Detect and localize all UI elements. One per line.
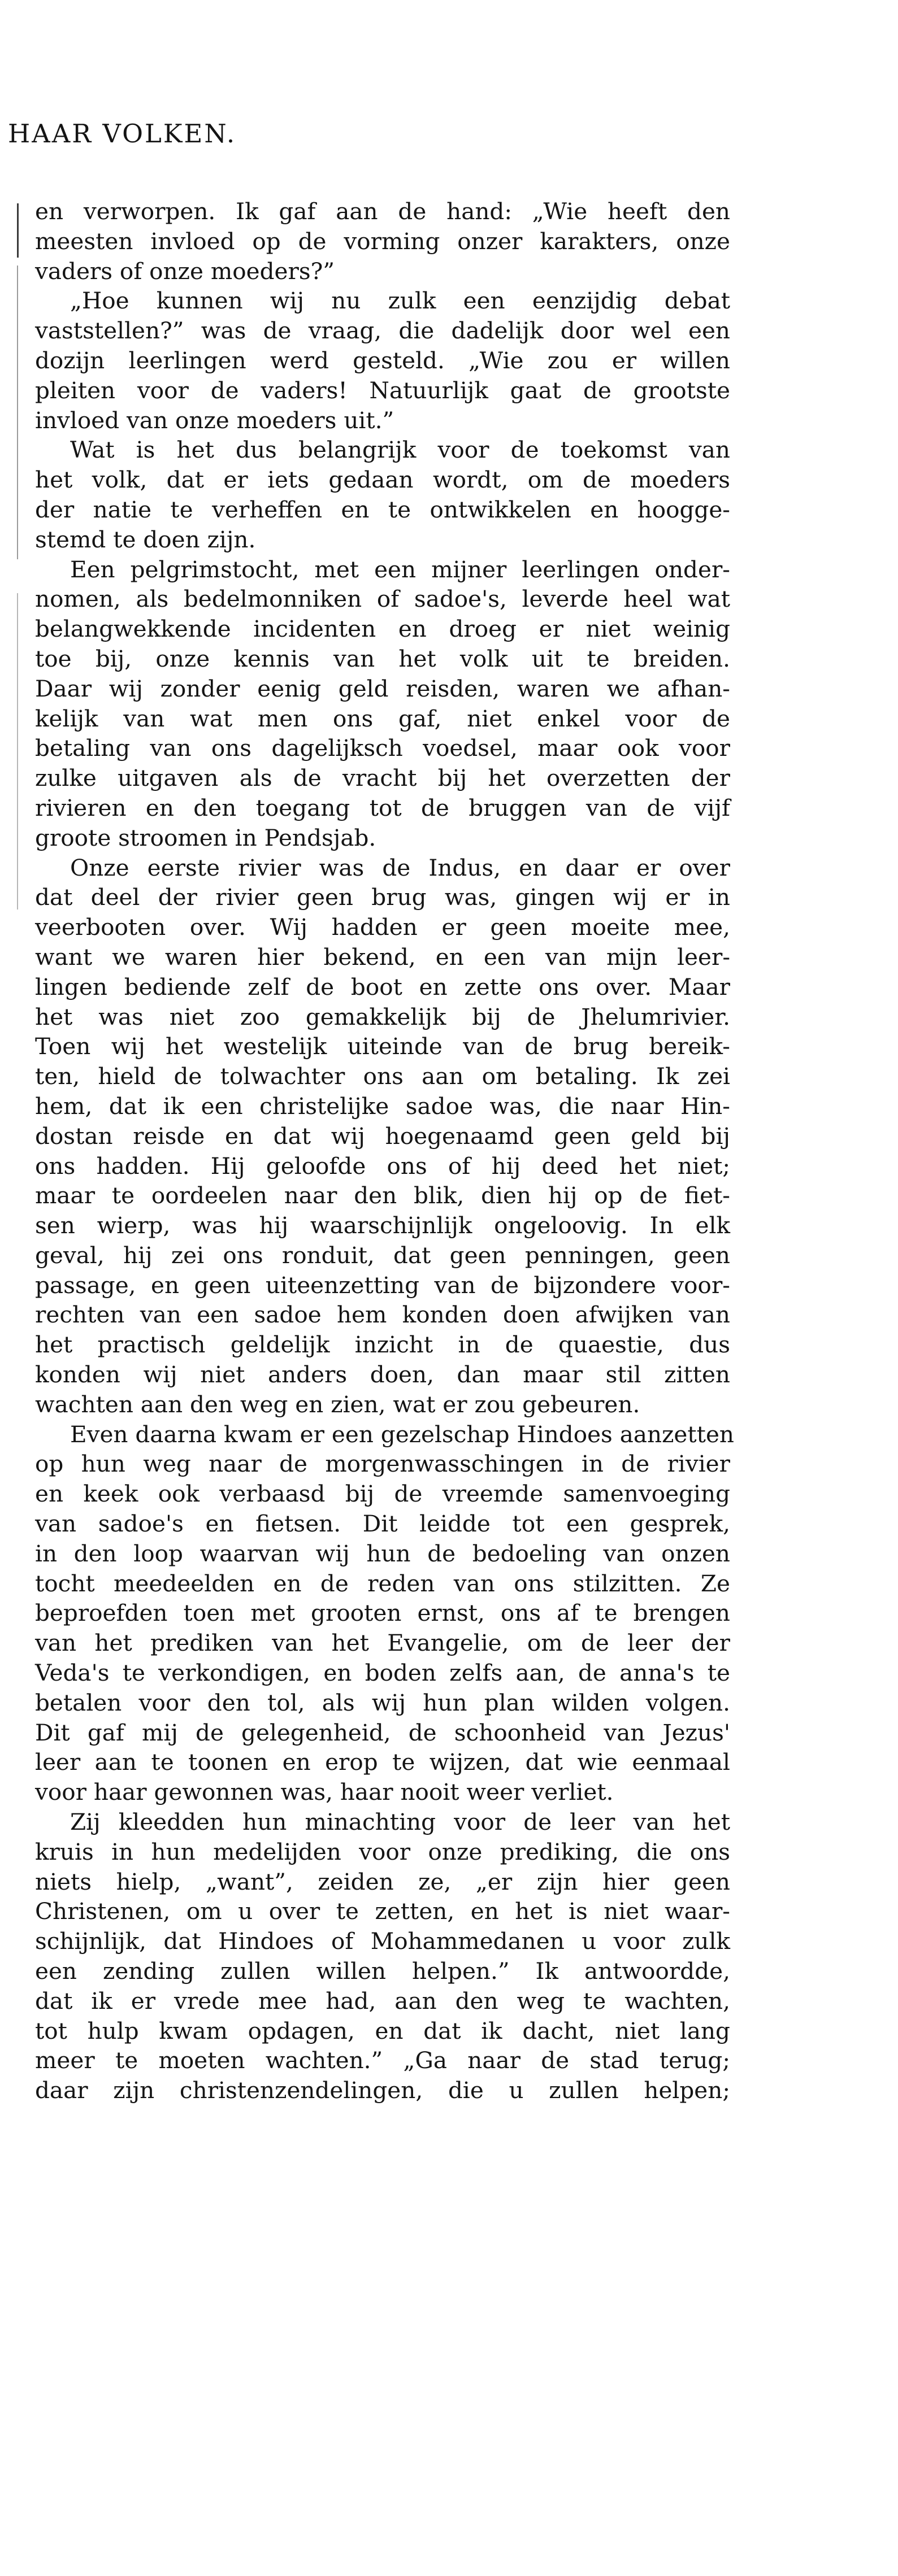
text-line: ten, hield de tolwachter ons aan om betaling. Ik zei bbox=[35, 1063, 730, 1090]
text-line: ons hadden. Hij geloofde ons of hij deed het niet; bbox=[35, 1152, 730, 1180]
text-line: invloed van onze moeders uit.” bbox=[35, 406, 394, 434]
text-line: dostan reisde en dat wij hoegenaamd geen geld bij bbox=[35, 1122, 730, 1150]
text-line: toe bij, onze kennis van het volk uit te breiden. bbox=[35, 645, 730, 672]
text-line: betalen voor den tol, als wij hun plan wilden volgen. bbox=[35, 1689, 730, 1716]
text-line: veerbooten over. Wij hadden er geen moeite mee, bbox=[35, 913, 730, 941]
text-line: betaling van ons dagelijksch voedsel, maar ook voor bbox=[35, 734, 730, 762]
text-line: rivieren en den toegang tot de bruggen van de vijf bbox=[35, 794, 730, 821]
text-line: der natie te verheffen en te ontwikkelen en hoogge- bbox=[35, 495, 730, 523]
margin-rule bbox=[17, 203, 19, 258]
text-line: vaders of onze moeders?” bbox=[35, 257, 335, 285]
text-line: Toen wij het westelijk uiteinde van de brug bereik- bbox=[35, 1033, 730, 1060]
text-line: Dit gaf mij de gelegenheid, de schoonheid van Jezus' bbox=[35, 1718, 730, 1746]
text-line: daar zijn christenzendelingen, die u zullen helpen; bbox=[35, 2077, 730, 2104]
text-line: rechten van een sadoe hem konden doen afwijken van bbox=[35, 1301, 730, 1329]
text-line: meesten invloed op de vorming onzer karakters, onze bbox=[35, 227, 730, 255]
margin-rule bbox=[17, 593, 18, 910]
text-line: meer te moeten wachten.” „Ga naar de stad terug; bbox=[35, 2047, 730, 2074]
text-line: het volk, dat er iets gedaan wordt, om de moeders bbox=[35, 466, 730, 494]
text-line: „Hoe kunnen wij nu zulk een eenzijdig debat bbox=[70, 287, 730, 315]
text-line: nomen, als bedelmonniken of sadoe's, leverde heel wat bbox=[35, 585, 730, 613]
text-line: stemd te doen zijn. bbox=[35, 525, 256, 553]
text-line: want we waren hier bekend, en een van mijn leer- bbox=[35, 943, 730, 971]
text-line: sen wierp, was hij waarschijnlijk ongeloovig. In elk bbox=[35, 1212, 730, 1239]
text-line: van sadoe's en fietsen. Dit leidde tot een gesprek, bbox=[35, 1510, 730, 1538]
text-line: kelijk van wat men ons gaf, niet enkel voor de bbox=[35, 704, 730, 732]
text-line: belangwekkende incidenten en droeg er niet weinig bbox=[35, 615, 730, 643]
text-line: voor haar gewonnen was, haar nooit weer verliet. bbox=[35, 1778, 614, 1806]
text-line: beproefden toen met grooten ernst, ons af te brengen bbox=[35, 1599, 730, 1627]
text-line: wachten aan den weg en zien, wat er zou gebeuren. bbox=[35, 1390, 640, 1418]
text-line: hem, dat ik een christelijke sadoe was, die naar Hin- bbox=[35, 1092, 730, 1120]
text-line: het practisch geldelijk inzicht in de quaestie, dus bbox=[35, 1331, 730, 1359]
text-line: konden wij niet anders doen, dan maar stil zitten bbox=[35, 1361, 730, 1389]
text-line: niets hielp, „want”, zeiden ze, „er zijn hier geen bbox=[35, 1868, 730, 1895]
text-line: Christenen, om u over te zetten, en het is niet waar- bbox=[35, 1898, 730, 1925]
text-line: Even daarna kwam er een gezelschap Hindoes aanzetten bbox=[70, 1420, 734, 1448]
text-line: in den loop waarvan wij hun de bedoeling van onzen bbox=[35, 1539, 730, 1567]
text-line: Wat is het dus belangrijk voor de toekomst van bbox=[70, 436, 730, 464]
text-line: passage, en geen uiteenzetting van de bijzondere voor- bbox=[35, 1271, 730, 1299]
text-line: Veda's te verkondigen, en boden zelfs aan, de anna's te bbox=[35, 1659, 730, 1687]
text-line: dozijn leerlingen werd gesteld. „Wie zou er willen bbox=[35, 346, 730, 374]
text-line: en verworpen. Ik gaf aan de hand: „Wie heeft den bbox=[35, 198, 730, 225]
margin-rule bbox=[17, 266, 18, 559]
text-line: pleiten voor de vaders! Natuurlijk gaat de grootste bbox=[35, 376, 730, 404]
text-line: vaststellen?” was de vraag, die dadelijk door wel een bbox=[35, 317, 730, 345]
text-line: lingen bediende zelf de boot en zette ons over. Maar bbox=[35, 973, 730, 1000]
text-line: tocht meedeelden en de reden van ons stilzitten. Ze bbox=[35, 1569, 730, 1597]
text-line: Daar wij zonder eenig geld reisden, waren we afhan- bbox=[35, 675, 730, 702]
text-line: kruis in hun medelijden voor onze prediking, die ons bbox=[35, 1838, 730, 1865]
text-line: het was niet zoo gemakkelijk bij de Jhelumrivier. bbox=[35, 1003, 730, 1030]
text-line: van het prediken van het Evangelie, om de leer der bbox=[35, 1629, 730, 1657]
text-line: schijnlijk, dat Hindoes of Mohammedanen u voor zulk bbox=[35, 1927, 730, 1955]
text-line: Onze eerste rivier was de Indus, en daar er over bbox=[70, 854, 730, 881]
text-line: op hun weg naar de morgenwasschingen in de rivier bbox=[35, 1450, 730, 1478]
text-line: dat ik er vrede mee had, aan den weg te wachten, bbox=[35, 1987, 730, 2014]
text-line: tot hulp kwam opdagen, en dat ik dacht, niet lang bbox=[35, 2017, 730, 2044]
text-line: Zij kleedden hun minachting voor de leer van het bbox=[70, 1808, 730, 1836]
text-line: leer aan te toonen en erop te wijzen, dat wie eenmaal bbox=[35, 1748, 730, 1776]
text-line: maar te oordeelen naar den blik, dien hij op de fiet- bbox=[35, 1182, 730, 1209]
running-head: HAAR VOLKEN. bbox=[8, 119, 237, 149]
text-line: en keek ook verbaasd bij de vreemde samenvoeging bbox=[35, 1480, 730, 1508]
text-line: zulke uitgaven als de vracht bij het overzetten der bbox=[35, 764, 730, 792]
text-line: dat deel der rivier geen brug was, gingen wij er in bbox=[35, 884, 730, 911]
body-text bbox=[35, 197, 734, 2105]
text-line: geval, hij zei ons ronduit, dat geen penningen, geen bbox=[35, 1241, 730, 1269]
text-line: een zending zullen willen helpen.” Ik antwoordde, bbox=[35, 1957, 730, 1985]
text-line: groote stroomen in Pendsjab. bbox=[35, 824, 376, 851]
text-line: Een pelgrimstocht, met een mijner leerlingen onder- bbox=[70, 555, 730, 583]
